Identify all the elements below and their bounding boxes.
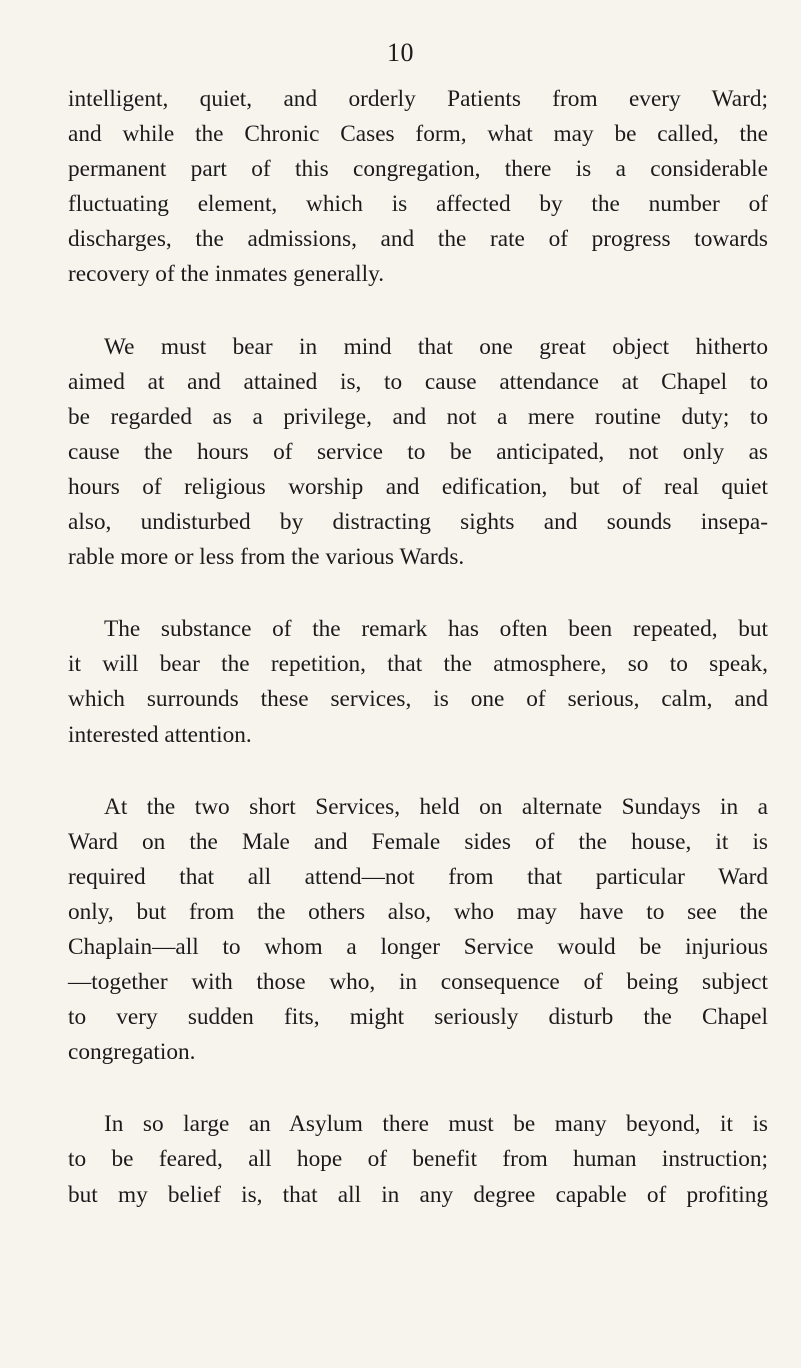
text-line: recovery of the inmates generally. bbox=[68, 261, 385, 288]
text-line: be regarded as a privilege, and not a mere routine duty; to bbox=[68, 403, 768, 430]
text-line: The substance of the remark has often been repeated, but bbox=[104, 616, 768, 643]
text-line: hours of religious worship and edification, but of real quiet bbox=[68, 473, 768, 500]
text-line: rable more or less from the various Wards. bbox=[68, 544, 465, 571]
text-line: In so large an Asylum there must be many beyond, it is bbox=[104, 1111, 768, 1138]
text-line: fluctuating element, which is affected by the number of bbox=[68, 191, 768, 218]
text-line: congregation. bbox=[68, 1039, 196, 1066]
text-line: but my belief is, that all in any degree capable of profiting bbox=[68, 1181, 768, 1208]
text-line: to be feared, all hope of benefit from human instruction; bbox=[68, 1146, 768, 1173]
page-number: 10 bbox=[387, 38, 414, 67]
body-text bbox=[68, 82, 768, 1250]
text-line: also, undisturbed by distracting sights and sounds insepa- bbox=[68, 509, 768, 536]
paragraph-1 bbox=[68, 82, 768, 293]
text-line: and while the Chronic Cases form, what may be called, the bbox=[68, 121, 768, 148]
text-line: which surrounds these services, is one of serious, calm, and bbox=[68, 686, 768, 713]
text-line: discharges, the admissions, and the rate of progress towards bbox=[68, 226, 768, 253]
text-line: aimed at and attained is, to cause attendance at Chapel to bbox=[68, 368, 768, 395]
paragraph-5 bbox=[68, 1107, 768, 1212]
text-line: Ward on the Male and Female sides of the house, it is bbox=[68, 828, 768, 855]
paragraph-2 bbox=[68, 330, 768, 576]
text-line: it will bear the repetition, that the atmosphere, so to speak, bbox=[68, 651, 768, 678]
paragraph-4 bbox=[68, 790, 768, 1071]
text-line: intelligent, quiet, and orderly Patients from every Ward; bbox=[68, 86, 768, 112]
text-line: At the two short Services, held on alternate Sundays in a bbox=[104, 793, 768, 820]
text-line: Chaplain—all to whom a longer Service would be injurious bbox=[68, 933, 768, 960]
text-line: cause the hours of service to be anticipated, not only as bbox=[68, 438, 768, 465]
paragraph-3 bbox=[68, 612, 768, 752]
text-line: only, but from the others also, who may have to see the bbox=[68, 898, 768, 925]
text-line: to very sudden fits, might seriously disturb the Chapel bbox=[68, 1004, 768, 1031]
text-line: We must bear in mind that one great object hitherto bbox=[104, 333, 768, 360]
text-line: required that all attend—not from that particular Ward bbox=[68, 863, 768, 890]
text-line: permanent part of this congregation, there is a considerable bbox=[68, 156, 768, 183]
text-line: —together with those who, in consequence of being subject bbox=[68, 969, 768, 996]
text-line: interested attention. bbox=[68, 721, 252, 748]
